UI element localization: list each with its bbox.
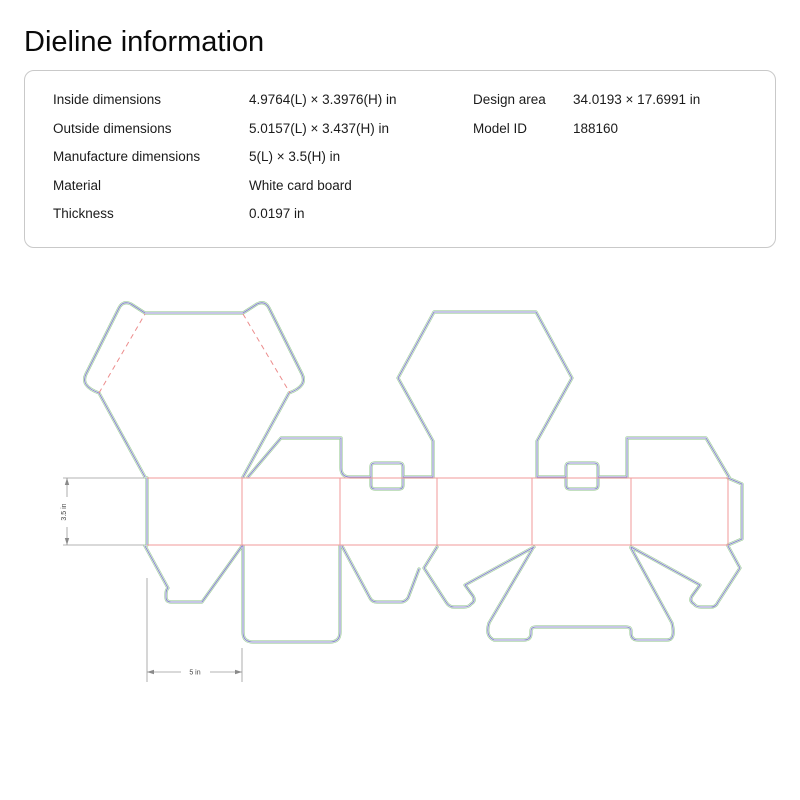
cut-bleed-outline [85, 303, 742, 642]
row-value: 5.0157(L) × 3.437(H) in [249, 120, 389, 136]
page-title: Dieline information [24, 26, 265, 58]
row-label: Material [53, 177, 102, 193]
height-arrow-top [65, 478, 69, 485]
row-label: Manufacture dimensions [53, 149, 201, 165]
row-value: 34.0193 × 17.6991 in [573, 92, 701, 107]
row-value: 188160 [573, 120, 619, 136]
row-value: 0.0197 in [249, 206, 305, 222]
width-arrow-right [235, 670, 242, 674]
height-dimension-lines [63, 478, 144, 545]
cut-gap-outline [85, 303, 742, 642]
cut-blue-outline [85, 303, 742, 642]
width-dimension-label: 5 in [189, 669, 201, 677]
row-value: 5(L) × 3.5(H) in [249, 149, 341, 165]
cut-lines [85, 303, 742, 642]
row-label: Inside dimensions [53, 92, 162, 107]
height-arrow-bottom [65, 538, 69, 545]
row-value: 4.9764(L) × 3.3976(H) in [249, 92, 397, 107]
width-arrow-left [147, 670, 154, 674]
row-label: Thickness [53, 206, 114, 222]
dimension-annotations [61, 478, 242, 682]
height-dimension-label: 3.5 in [61, 503, 68, 521]
row-label: Design area [473, 92, 546, 107]
row-label: Outside dimensions [53, 120, 172, 136]
row-label: Model ID [473, 120, 528, 136]
panel-fold-lines [147, 478, 728, 545]
width-dimension-lines [147, 578, 242, 682]
row-value: White card board [249, 177, 352, 193]
lid-perforation-lines [99, 314, 290, 393]
